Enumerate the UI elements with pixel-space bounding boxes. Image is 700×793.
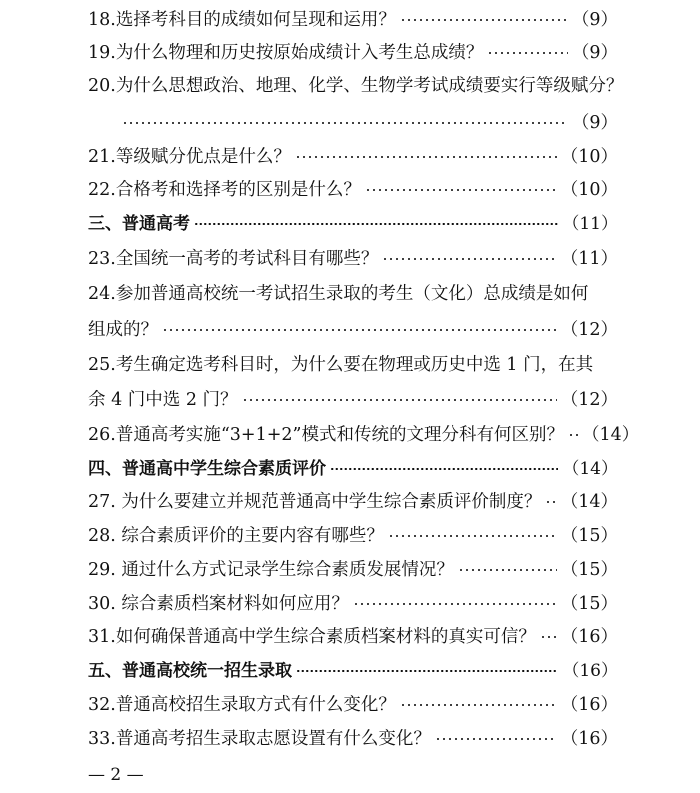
toc-entry-18: [88, 5, 618, 35]
toc-page-number: （15）: [560, 560, 618, 580]
dot-leader: [353, 603, 557, 605]
toc-entry-text: 26.普通高考实施“3+1+2”模式和传统的文理分科有何区别？: [88, 425, 564, 445]
toc-page-number: （14）: [560, 492, 618, 512]
toc-page-number: （14）: [562, 459, 618, 479]
toc-entry-text: 33.普通高考招生录取志愿设置有什么变化？: [88, 729, 431, 749]
toc-entry-22: [88, 175, 618, 205]
toc-page-number: （9）: [571, 43, 618, 63]
dot-leader: [295, 156, 557, 158]
toc-entry-text: 组成的？: [88, 320, 158, 340]
toc-entry-text: 23.全国统一高考的考试科目有哪些？: [88, 249, 379, 269]
toc-section-title: 四、普通高中学生综合素质评价: [88, 459, 326, 479]
toc-entry-19: [88, 38, 618, 68]
toc-entry-30: [88, 589, 618, 619]
dot-leader: [568, 434, 578, 436]
toc-page-number: （9）: [571, 10, 618, 30]
toc-section-title: 五、普通高校统一招生录取: [88, 661, 292, 681]
toc-page-number: （11）: [562, 214, 618, 234]
toc-page-number: （16）: [560, 695, 618, 715]
toc-entry-text: 余 4 门中选 2 门？: [88, 390, 238, 410]
toc-section-4: [88, 454, 618, 484]
dot-leader: [458, 569, 557, 571]
page-footer-number: — 2 —: [88, 765, 144, 785]
toc-page-number: （16）: [562, 661, 618, 681]
dot-leader: [388, 535, 557, 537]
toc-section-5: [88, 656, 618, 686]
toc-page-number: （16）: [560, 729, 618, 749]
toc-entry-23: [88, 244, 618, 274]
toc-entry-20-continued: [88, 108, 618, 138]
dot-leader: [400, 19, 568, 21]
toc-page-number: （10）: [560, 180, 618, 200]
toc-entry-text: 24.参加普通高校统一考试招生录取的考生（文化）总成绩是如何: [88, 284, 589, 304]
toc-entry-31: [88, 622, 618, 652]
toc-entry-33: [88, 724, 618, 754]
toc-entry-text: 20.为什么思想政治、地理、化学、生物学考试成绩要实行等级赋分？: [88, 76, 624, 96]
toc-entry-24: [88, 279, 618, 309]
dot-leader: [296, 670, 558, 672]
toc-entry-32: [88, 690, 618, 720]
toc-entry-text: 27. 为什么要建立并规范普通高中学生综合素质评价制度？: [88, 492, 542, 512]
dot-leader: [435, 738, 557, 740]
toc-entry-25-continued: [88, 385, 618, 415]
toc-entry-text: 30. 综合素质档案材料如何应用？: [88, 594, 349, 614]
dot-leader: [162, 329, 557, 331]
toc-entry-25: [88, 350, 618, 380]
toc-section-title: 三、普通高考: [88, 214, 190, 234]
dot-leader: [194, 223, 558, 225]
dot-leader: [487, 52, 568, 54]
toc-page-number: （11）: [560, 249, 618, 269]
toc-entry-text: 21.等级赋分优点是什么？: [88, 147, 291, 167]
toc-entry-20: [88, 71, 624, 101]
dot-leader: [122, 122, 568, 124]
dot-leader: [330, 468, 558, 470]
toc-page-number: （14）: [581, 425, 640, 445]
toc-entry-text: 29. 通过什么方式记录学生综合素质发展情况？: [88, 560, 454, 580]
toc-entry-26: [88, 420, 640, 450]
toc-page-number: （15）: [560, 594, 618, 614]
toc-page-number: （12）: [560, 320, 618, 340]
toc-page-number: （16）: [560, 627, 618, 647]
toc-entry-21: [88, 142, 618, 172]
toc-entry-text: 18.选择考科目的成绩如何呈现和运用？: [88, 10, 396, 30]
toc-entry-text: 25.考生确定选考科目时，为什么要在物理或历史中选 1 门，在其: [88, 355, 594, 375]
toc-page-number: （9）: [571, 113, 618, 133]
dot-leader: [540, 636, 557, 638]
toc-entry-text: 31.如何确保普通高中学生综合素质档案材料的真实可信？: [88, 627, 536, 647]
toc-page-number: （12）: [560, 390, 618, 410]
toc-entry-27: [88, 487, 618, 517]
dot-leader: [242, 399, 557, 401]
dot-leader: [382, 258, 556, 260]
dot-leader: [365, 189, 557, 191]
dot-leader: [545, 501, 556, 503]
toc-entry-text: 22.合格考和选择考的区别是什么？: [88, 180, 361, 200]
toc-entry-text: 32.普通高校招生录取方式有什么变化？: [88, 695, 396, 715]
toc-entry-29: [88, 555, 618, 585]
toc-entry-28: [88, 521, 618, 551]
toc-entry-24-continued: [88, 315, 618, 345]
toc-page-number: （15）: [560, 526, 618, 546]
toc-page-number: （10）: [560, 147, 618, 167]
toc-entry-text: 28. 综合素质评价的主要内容有哪些？: [88, 526, 384, 546]
dot-leader: [400, 704, 557, 706]
toc-entry-text: 19.为什么物理和历史按原始成绩计入考生总成绩？: [88, 43, 484, 63]
toc-section-3: [88, 209, 618, 239]
